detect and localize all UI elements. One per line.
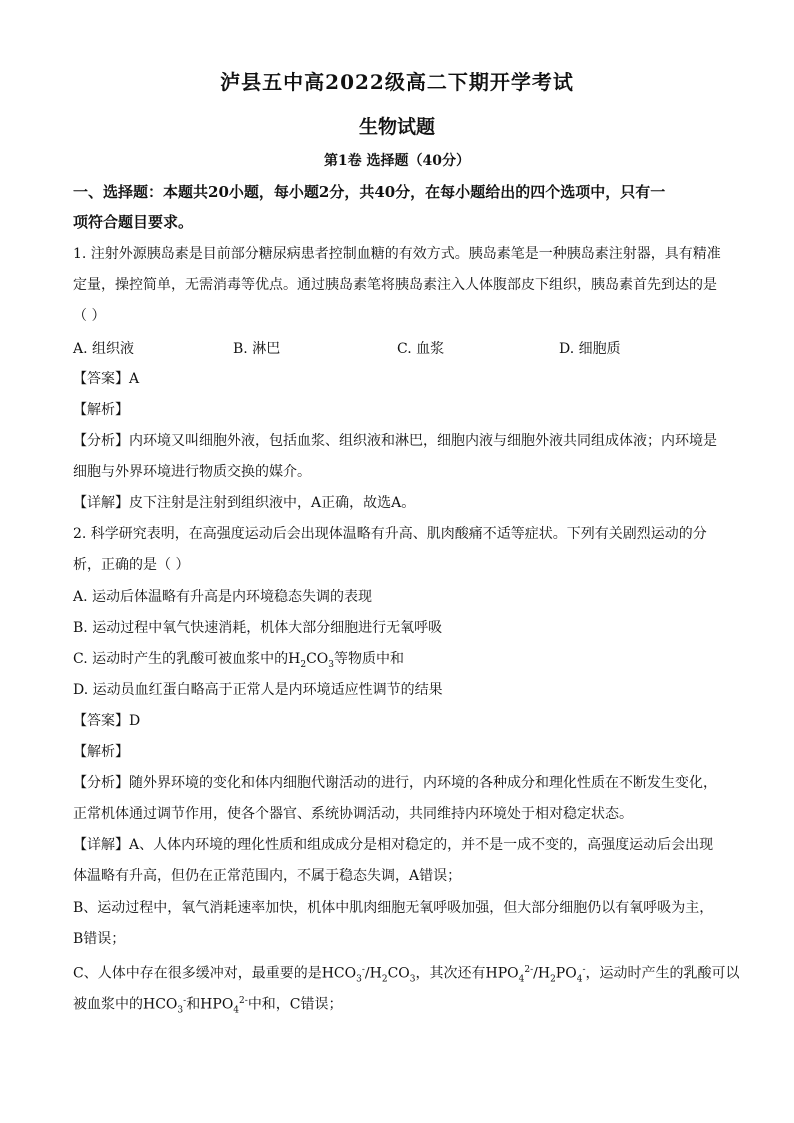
q2-answer: 【答案】D — [73, 713, 141, 729]
q1-fenxi-line-1: 【分析】内环境又叫细胞外液，包括血浆、组织液和淋巴，细胞内液与细胞外液共同组成体液；内环境是 — [73, 433, 717, 449]
q1-answer: 【答案】A — [73, 371, 140, 387]
q1-fenxi-line-2: 细胞与外界环境进行物质交换的媒介。 — [73, 464, 311, 480]
q2-xiangjie-line-4: B错误； — [73, 931, 126, 947]
q2-fenxi-line-1: 【分析】随外界环境的变化和体内细胞代谢活动的进行，内环境的各种成分和理化性质在不断发生变化， — [73, 775, 717, 791]
q1-analysis-label: 【解析】 — [73, 402, 129, 418]
subscript: 3 — [177, 1005, 184, 1016]
q1-options — [73, 338, 723, 358]
text-seg: 和HPO — [186, 996, 234, 1013]
q1-xiangjie: 【详解】皮下注射是注射到组织液中，A正确，故选A。 — [73, 495, 416, 511]
text-seg: 中和，C错误； — [247, 996, 343, 1013]
q2-option-c-sub-1: 2 — [300, 659, 307, 670]
subscript: 4 — [233, 1005, 240, 1016]
superscript: 2- — [524, 965, 534, 975]
section-heading: 第1卷 选择题（40分） — [323, 153, 471, 169]
q2-option-c-text-1: C. 运动时产生的乳酸可被血浆中的H — [73, 651, 301, 667]
q1-option-a: A. 组织液 — [73, 341, 135, 357]
superscript: - — [582, 965, 586, 975]
superscript: 2- — [239, 996, 248, 1006]
text-seg: C、人体中存在很多缓冲对，最重要的是HCO — [73, 965, 357, 982]
text-seg: 被血浆中的HCO — [73, 996, 178, 1013]
instructions-line-2: 项符合题目要求。 — [73, 213, 194, 231]
q2-option-a: A. 运动后体温略有升高是内环境稳态失调的表现 — [73, 589, 373, 605]
q2-option-c-text-2: CO — [306, 651, 329, 667]
text-seg: CO — [387, 965, 410, 982]
q2-option-c-sub-2: 3 — [328, 659, 334, 670]
subscript: 3 — [356, 974, 362, 985]
q2-stem-line-1: 2. 科学研究表明，在高强度运动后会出现体温略有升高、肌肉酸痛不适等症状。下列有关剧烈运动的分 — [73, 526, 707, 542]
text-seg: /H — [533, 965, 551, 982]
q2-option-c-text-3: 等物质中和 — [334, 651, 404, 667]
q2-xiangjie-line-2: 体温略有升高，但仍在正常范围内，不属于稳态失调，A错误； — [73, 868, 462, 884]
subscript: 4 — [576, 974, 583, 985]
exam-title: 泸县五中高2022级高二下期开学考试 — [220, 70, 574, 94]
q2-option-c — [73, 649, 723, 675]
q1-stem-line-1: 1. 注射外源胰岛素是目前部分糖尿病患者控制血糖的有效方式。胰岛素笔是一种胰岛素注射器，具有精准 — [73, 246, 721, 262]
q1-option-b: B. 淋巴 — [233, 341, 281, 357]
q2-stem-line-2: 析，正确的是（ ） — [73, 557, 190, 573]
superscript: - — [183, 996, 187, 1006]
q2-option-b: B. 运动过程中氧气快速消耗，机体大部分细胞进行无氧呼吸 — [73, 620, 443, 636]
subscript: 4 — [518, 974, 525, 985]
text-seg: ，运动时产生的乳酸可以 — [585, 965, 740, 982]
instructions-line-1: 一、选择题：本题共20小题，每小题2分，共40分，在每小题给出的四个选项中，只有一 — [73, 183, 666, 201]
q2-xiangjie-c-line-2 — [73, 991, 723, 1020]
q1-stem-line-3: （ ） — [73, 308, 106, 324]
subscript: 2 — [550, 974, 556, 985]
q2-xiangjie-line-3: B、运动过程中，氧气消耗速率加快，机体中肌肉细胞无氧呼吸加强，但大部分细胞仍以有氧呼吸为主， — [73, 900, 714, 916]
q2-option-d: D. 运动员血红蛋白略高于正常人是内环境适应性调节的结果 — [73, 682, 443, 698]
q1-option-c: C. 血浆 — [397, 341, 445, 357]
q2-xiangjie-line-1: 【详解】A、人体内环境的理化性质和组成成分是相对稳定的，并不是一成不变的，高强度运动后会出现 — [73, 837, 714, 853]
subscript: 3 — [409, 974, 416, 985]
q2-fenxi-line-2: 正常机体通过调节作用，使各个器官、系统协调活动，共同维持内环境处于相对稳定状态。 — [73, 806, 633, 822]
q1-option-d: D. 细胞质 — [559, 341, 621, 357]
q2-analysis-label: 【解析】 — [73, 744, 129, 760]
subject-title: 生物试题 — [358, 116, 435, 138]
q2-xiangjie-c-line-1 — [73, 960, 740, 989]
subscript: 2 — [381, 974, 388, 985]
text-seg: PO — [555, 965, 577, 982]
q1-stem-line-2: 定量，操控简单，无需消毒等优点。通过胰岛素笔将胰岛素注入人体腹部皮下组织，胰岛素首先到达的是 — [73, 277, 717, 293]
superscript: - — [361, 965, 365, 975]
text-seg: ，其次还有HPO — [415, 965, 519, 982]
text-seg: /H — [364, 965, 382, 982]
